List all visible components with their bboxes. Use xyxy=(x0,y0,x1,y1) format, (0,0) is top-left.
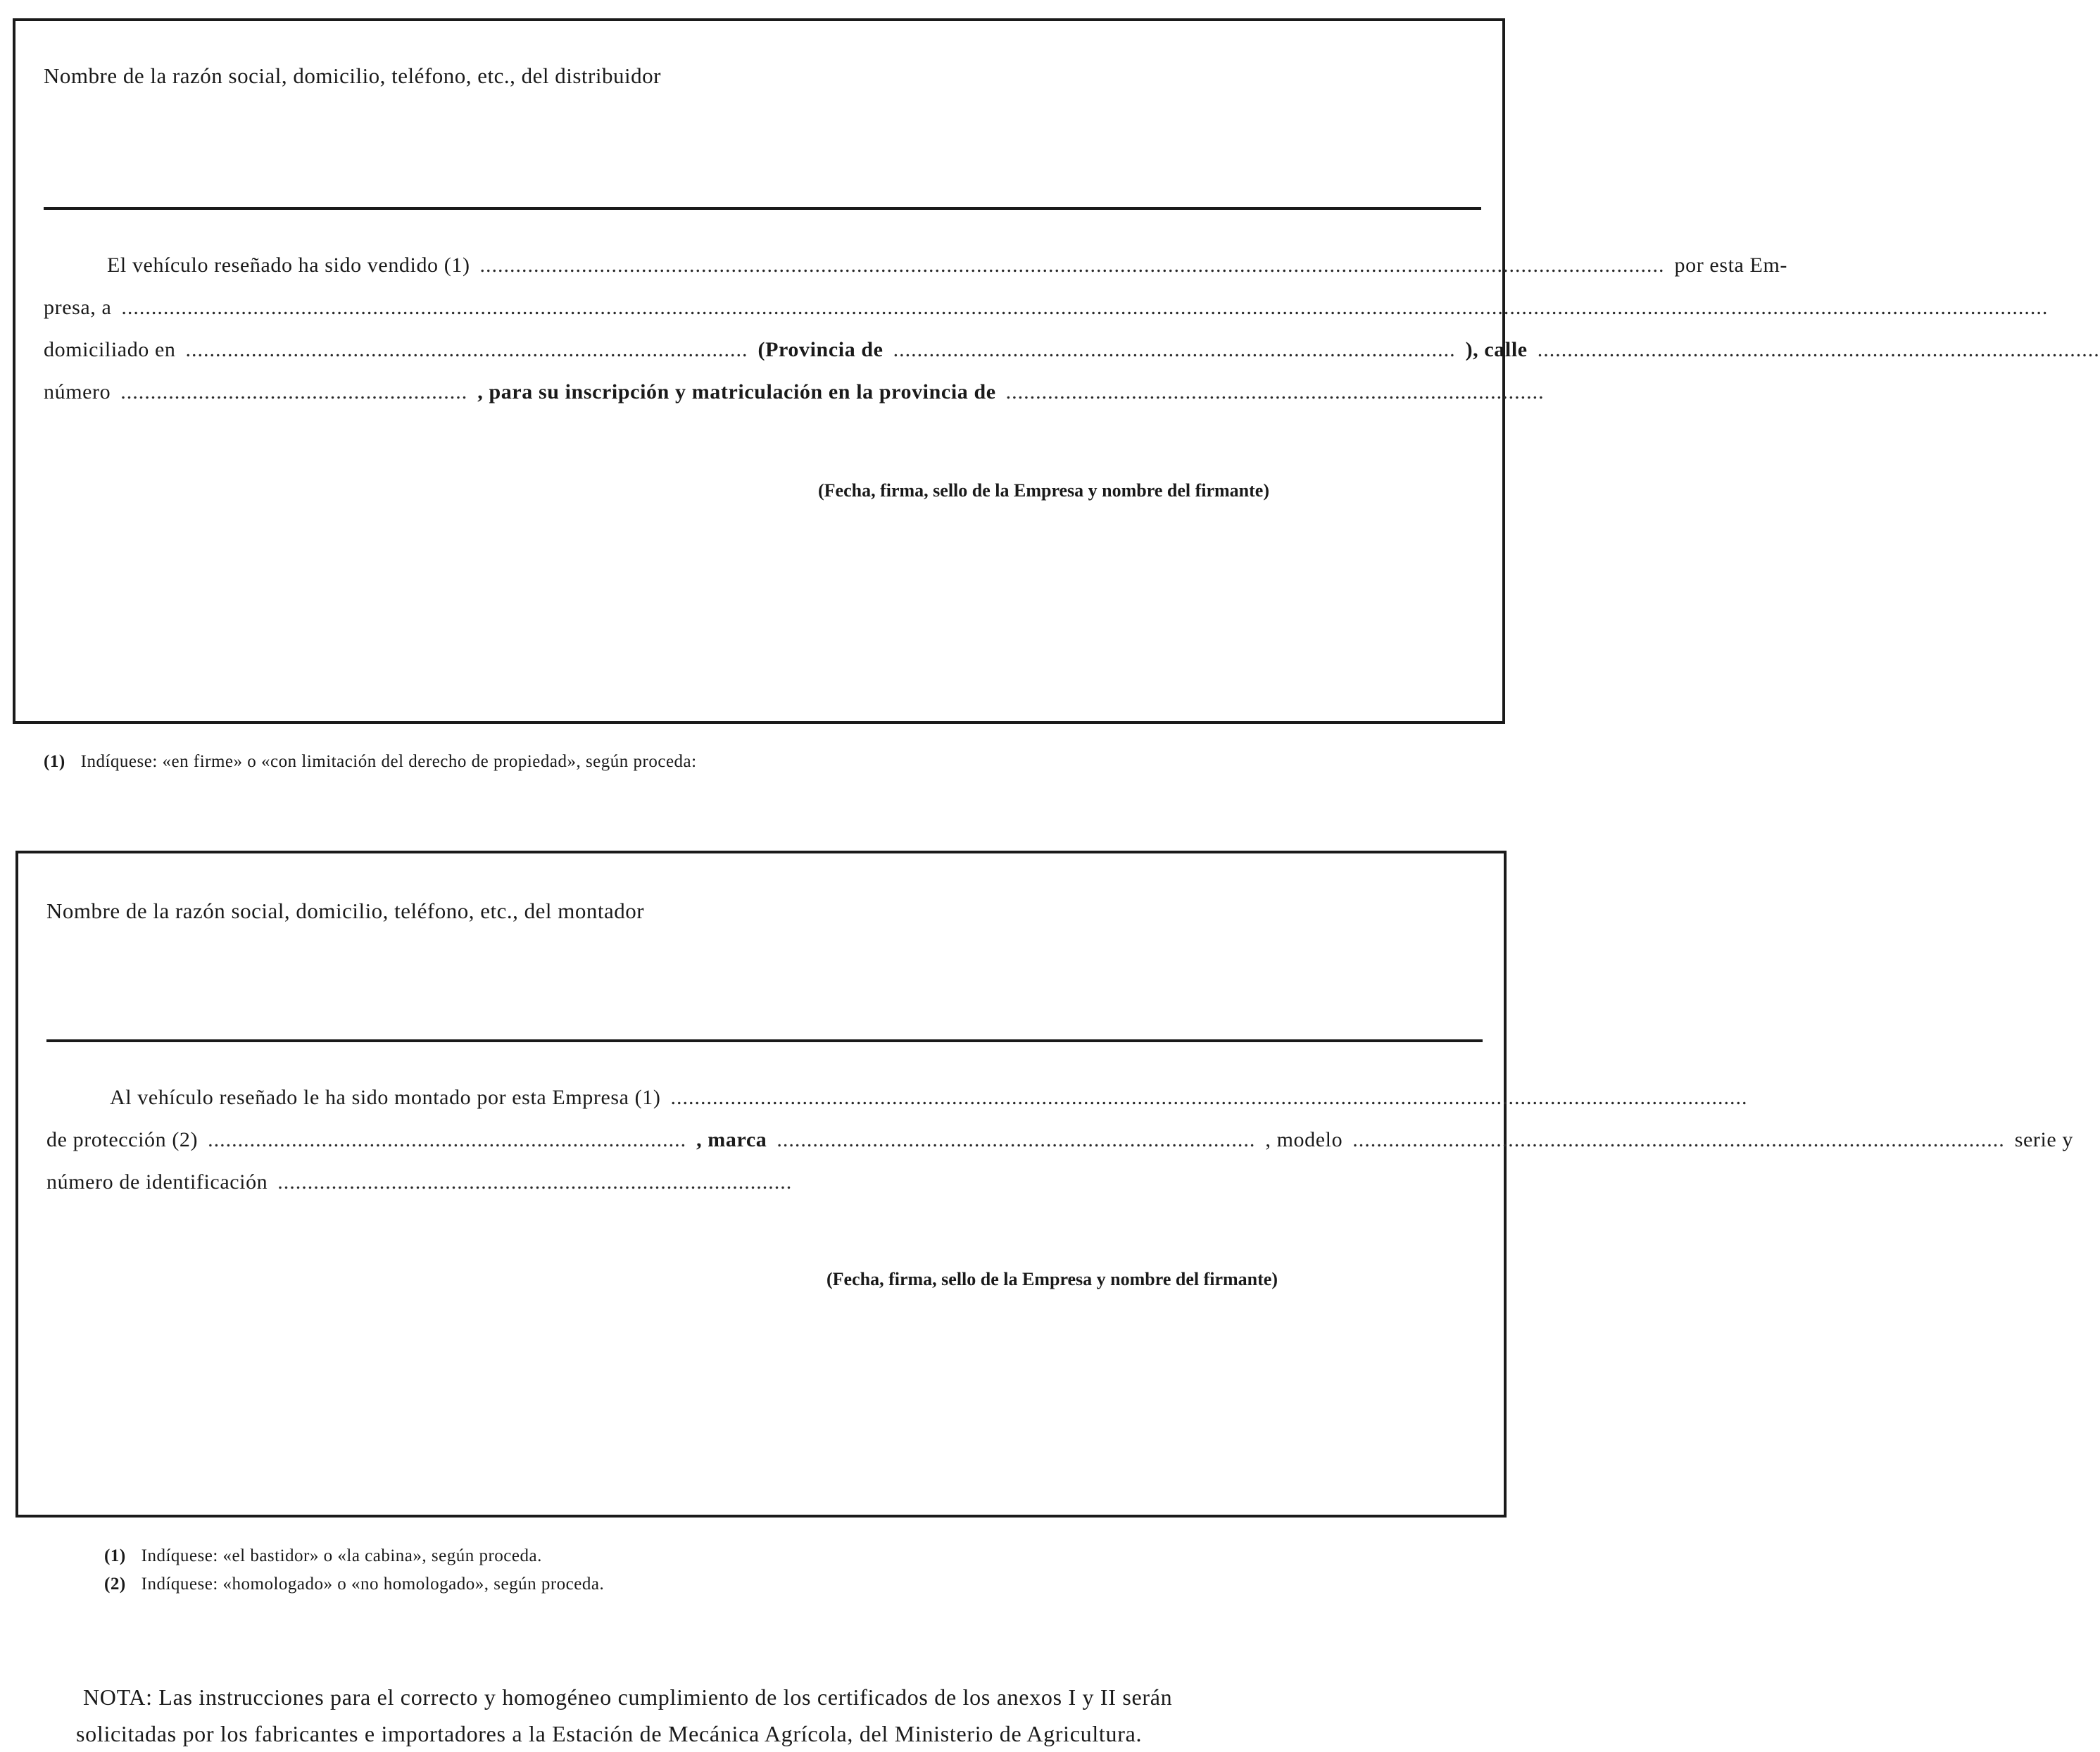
series-label: serie y xyxy=(2014,1128,2074,1151)
identification-field[interactable]: ...................................................................................... xyxy=(277,1170,793,1194)
number-field[interactable]: .......................................................... xyxy=(120,380,468,403)
homologation-field[interactable]: ................................................................................ xyxy=(208,1128,687,1151)
province-label: (Provincia de xyxy=(757,338,884,361)
assembler-divider xyxy=(46,1039,1483,1042)
distributor-divider xyxy=(44,207,1481,210)
buyer-line xyxy=(44,296,2049,320)
domiciled-label: domiciliado en xyxy=(44,338,176,361)
registration-province-field[interactable]: .......................................................................................... xyxy=(1005,380,1545,403)
model-field[interactable]: ............................................................................................................. xyxy=(1352,1128,2005,1151)
address-line xyxy=(44,338,2100,362)
street-label: ), calle xyxy=(1465,338,1528,361)
assembler-footnote-2: (2) Indíquese: «homologado» o «no homologado», según proceda. xyxy=(104,1575,605,1594)
distributor-signature-caption: (Fecha, firma, sello de la Empresa y nombre del firmante) xyxy=(818,480,1269,501)
mounted-part-field[interactable]: .................................................................................................................................................................................... xyxy=(670,1086,1748,1109)
buyer-label: presa, a xyxy=(44,296,112,319)
mounted-line xyxy=(46,1086,1748,1110)
distributor-certificate-box xyxy=(13,18,2100,724)
note-line-1: NOTA: Las instrucciones para el correcto y homogéneo cumplimiento de los certificados de los anexos I y II serán xyxy=(83,1684,1173,1710)
assembler-signature-caption: (Fecha, firma, sello de la Empresa y nombre del firmante) xyxy=(826,1269,1278,1289)
sold-end-label: por esta Em- xyxy=(1674,254,1788,277)
buyer-field[interactable]: .................................................................................................................................................................................................................................................................................................................................. xyxy=(121,296,2049,319)
protection-line xyxy=(46,1128,2074,1152)
sold-line xyxy=(44,254,1788,277)
protection-label: de protección (2) xyxy=(46,1128,199,1151)
sold-label: El vehículo reseñado ha sido vendido (1) xyxy=(107,254,470,277)
street-field[interactable]: .............................................................................................. xyxy=(1537,338,2100,361)
note-line-2: solicitadas por los fabricantes e importadores a la Estación de Mecánica Agrícola, del Ministerio de Agricultura. xyxy=(76,1721,1143,1746)
distributor-footnote: (1) Indíquese: «en firme» o «con limitación del derecho de propiedad», según proceda: xyxy=(44,752,697,771)
distributor-heading: Nombre de la razón social, domicilio, teléfono, etc., del distribuidor xyxy=(44,63,661,88)
registration-label: , para su inscripción y matriculación en la provincia de xyxy=(477,380,996,403)
identification-label: número de identificación xyxy=(46,1170,268,1194)
city-field[interactable]: .............................................................................................. xyxy=(185,338,748,361)
assembler-heading: Nombre de la razón social, domicilio, teléfono, etc., del montador xyxy=(46,899,645,923)
number-line xyxy=(44,380,1545,404)
identification-line xyxy=(46,1170,1483,1194)
mounted-label: Al vehículo reseñado le ha sido montado por esta Empresa (1) xyxy=(110,1086,661,1109)
assembler-footnote-1: (1) Indíquese: «el bastidor» o «la cabina», según proceda. xyxy=(104,1546,542,1565)
province-field[interactable]: .............................................................................................. xyxy=(893,338,1456,361)
sale-type-field[interactable]: ...................................................................................................................................................................................................... xyxy=(479,254,1665,277)
number-label: número xyxy=(44,380,111,403)
brand-label: , marca xyxy=(696,1128,767,1151)
closing-note xyxy=(76,1679,1505,1752)
brand-field[interactable]: ................................................................................ xyxy=(777,1128,1256,1151)
model-label: , modelo xyxy=(1265,1128,1343,1151)
assembler-certificate-box xyxy=(15,851,2074,1518)
